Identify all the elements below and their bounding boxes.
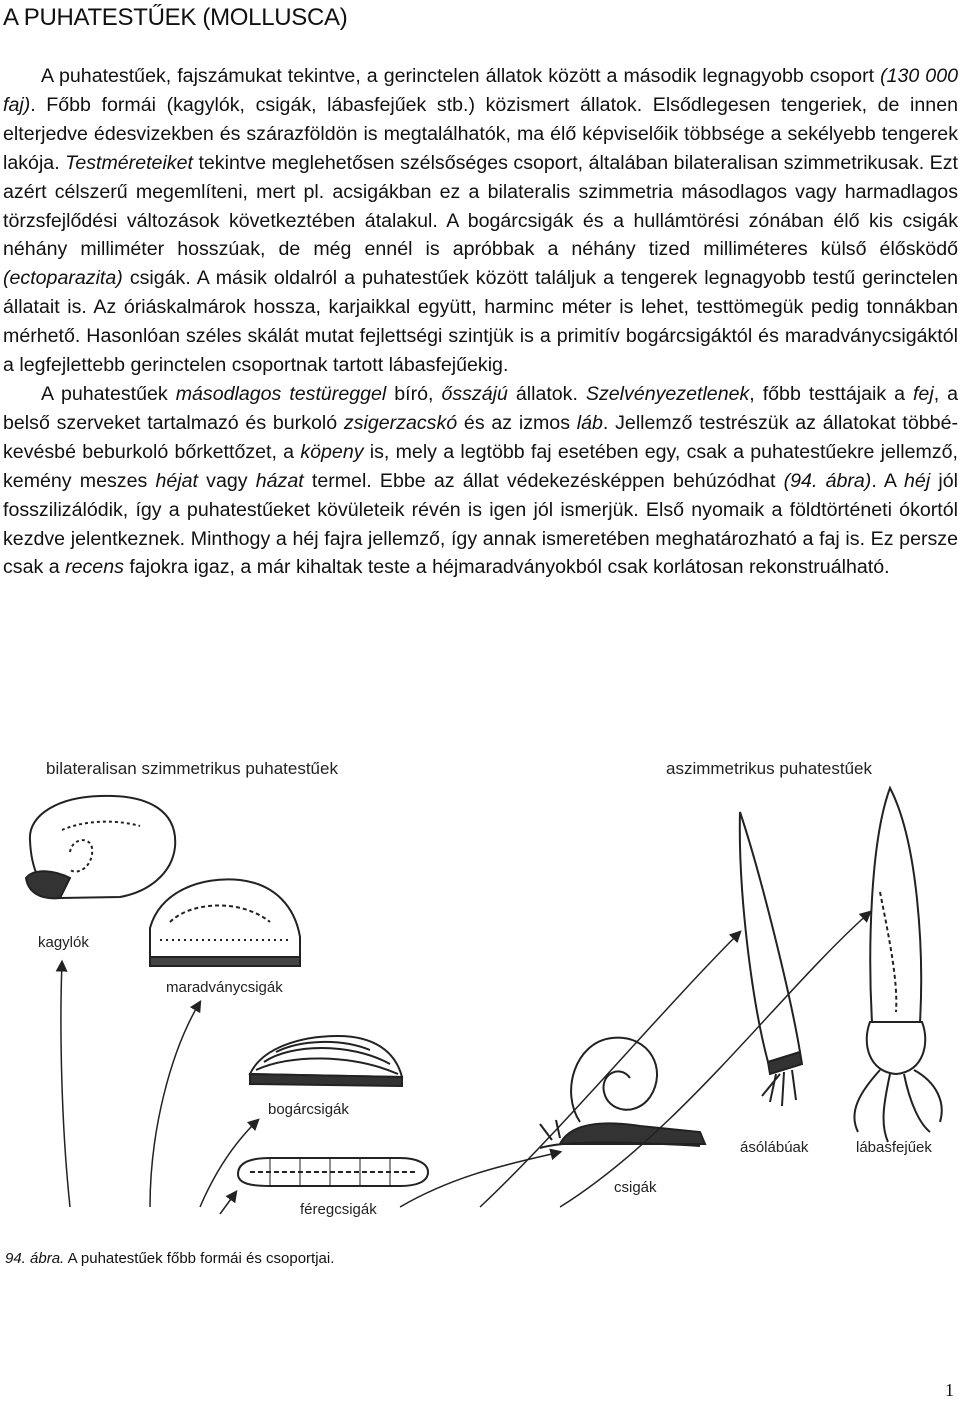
label-feregcsigak: féregcsigák [300, 1201, 377, 1218]
text-run: bíró, [386, 382, 442, 405]
heading-bilateral: bilateralisan szimmetrikus puhatestűek [46, 759, 338, 778]
figure-94 [0, 752, 960, 1222]
snail-drawing [540, 1038, 705, 1148]
label-asolabuak: ásólábúak [740, 1139, 809, 1156]
chiton-drawing [250, 1036, 402, 1086]
label-kagylok: kagylók [38, 934, 89, 951]
text-run: és az izmos [457, 411, 577, 434]
aplacophora-drawing [238, 1158, 428, 1186]
text-run: állatok. [507, 382, 586, 405]
text-run: (ectoparazita) [3, 267, 123, 290]
text-run: (94. ábra) [783, 469, 872, 492]
caption-text: A puhatestűek főbb formái és csoportjai. [67, 1250, 335, 1267]
text-run: fajokra igaz, a már kihaltak teste a héjmaradványokból csak korlátosan rekonstruálható. [123, 556, 890, 579]
text-run: héjat [155, 469, 198, 492]
caption-number: 94. ábra. [5, 1250, 65, 1267]
mollusca-illustration [0, 752, 960, 1222]
label-maradvanycsigak: maradványcsigák [166, 979, 283, 996]
paragraph-2 [3, 380, 958, 582]
text-run: ősszájú [441, 382, 508, 405]
text-run: A puhatestűek, fajszámukat tekintve, a gerinctelen állatok között a második legnagyobb csoport [41, 65, 881, 87]
text-run: házat [255, 469, 304, 492]
text-run: jól fosszilizálódik, így a puhatestűeket kövületeik révén is igen jól ismerjük. Első nyomaik a földtörténeti ókortól kezdve jelentkeznek. Minthogy a héj fajra jellemző, így annak ismeretében meghatározható a faj is. Ez persze csak a [3, 469, 958, 579]
text-run: Testméreteiket [65, 151, 193, 174]
text-run: . Jellemző testrészük az állatokat többé-kevésbé beburkoló bőrkettőzet, a [3, 411, 958, 463]
text-run: is, mely a legtöbb faj esetében egy, csak a puhatestűekre jellemző, kemény meszes [3, 440, 958, 492]
text-run: , főbb testtájaik a [749, 382, 913, 405]
text-run: másodlagos testüreggel [175, 382, 387, 405]
bivalve-drawing [26, 796, 175, 898]
heading-asymmetric: aszimmetrikus puhatestűek [666, 759, 872, 778]
text-run: Szelvényezetlenek [585, 382, 750, 405]
label-labasfejuek: lábasfejűek [856, 1139, 932, 1156]
text-run: recens [65, 556, 124, 579]
page-number: 1 [945, 1380, 954, 1400]
cephalopod-drawing [854, 788, 941, 1142]
scaphopod-drawing [740, 812, 802, 1106]
text-run: . Főbb formái (kagylók, csigák, lábasfejűek stb.) közismert állatok. Elsődlegesen tengeriek, de innen elterjedve édesvizekben és szárazföldön is megtalálhatók, ma élő képviselőik többsége a sekélyebb tengerek lakója. [3, 93, 958, 174]
text-run: köpeny [300, 440, 364, 463]
text-run: . A [871, 469, 905, 492]
body-text [3, 62, 958, 582]
text-run: láb [576, 411, 603, 434]
text-run: (130 000 faj) [3, 65, 958, 116]
paragraph-1 [3, 62, 958, 380]
text-run: termel. Ebbe az állat védekezésképpen behúzódhat [303, 469, 784, 492]
text-run: , a belső szerveket tartalmazó és burkoló [3, 382, 958, 434]
text-run: csigák. A másik oldalról a puhatestűek között találjuk a tengerek legnagyobb testű gerinctelen állatait is. Az óriáskalmárok hossza, karjaikkal együtt, harminc méter is lehet, testtömegük pedig tonnákban mérhető. Hasonlóan széles skálát mutat fejlettségi szintjük is a primitív bogárcsigáktól és maradványcsigáktól a legfejlettebb gerinctelen csoportnak tartott lábasfejűekig. [3, 267, 958, 377]
figure-caption [5, 1250, 334, 1267]
label-bogarcsigak: bogárcsigák [268, 1101, 349, 1118]
text-run: fej [912, 382, 934, 405]
page-title: A PUHATESTŰEK (MOLLUSCA) [3, 4, 348, 31]
text-run: A puhatestűek [41, 382, 176, 405]
monoplacophora-drawing [150, 879, 300, 966]
text-run: zsigerzacskó [343, 411, 458, 434]
text-run: héj [904, 469, 931, 492]
label-csigak: csigák [614, 1179, 657, 1196]
text-run: tekintve meglehetősen szélsőséges csoport, általában bilateralisan szimmetrikusak. Ezt azért célszerű megemlíteni, mert pl. acsigákban ez a bilateralis szimmetria másodlagos vagy harmadlagos törzsfejlődési változások következtében átalakul. A bogárcsigák és a hullámtörési zónában élő kis csigák néhány milliméter hosszúak, de még ennél is apróbbak a néhány tized milliméteres külső élősködő [3, 151, 958, 261]
text-run: vagy [197, 469, 256, 492]
